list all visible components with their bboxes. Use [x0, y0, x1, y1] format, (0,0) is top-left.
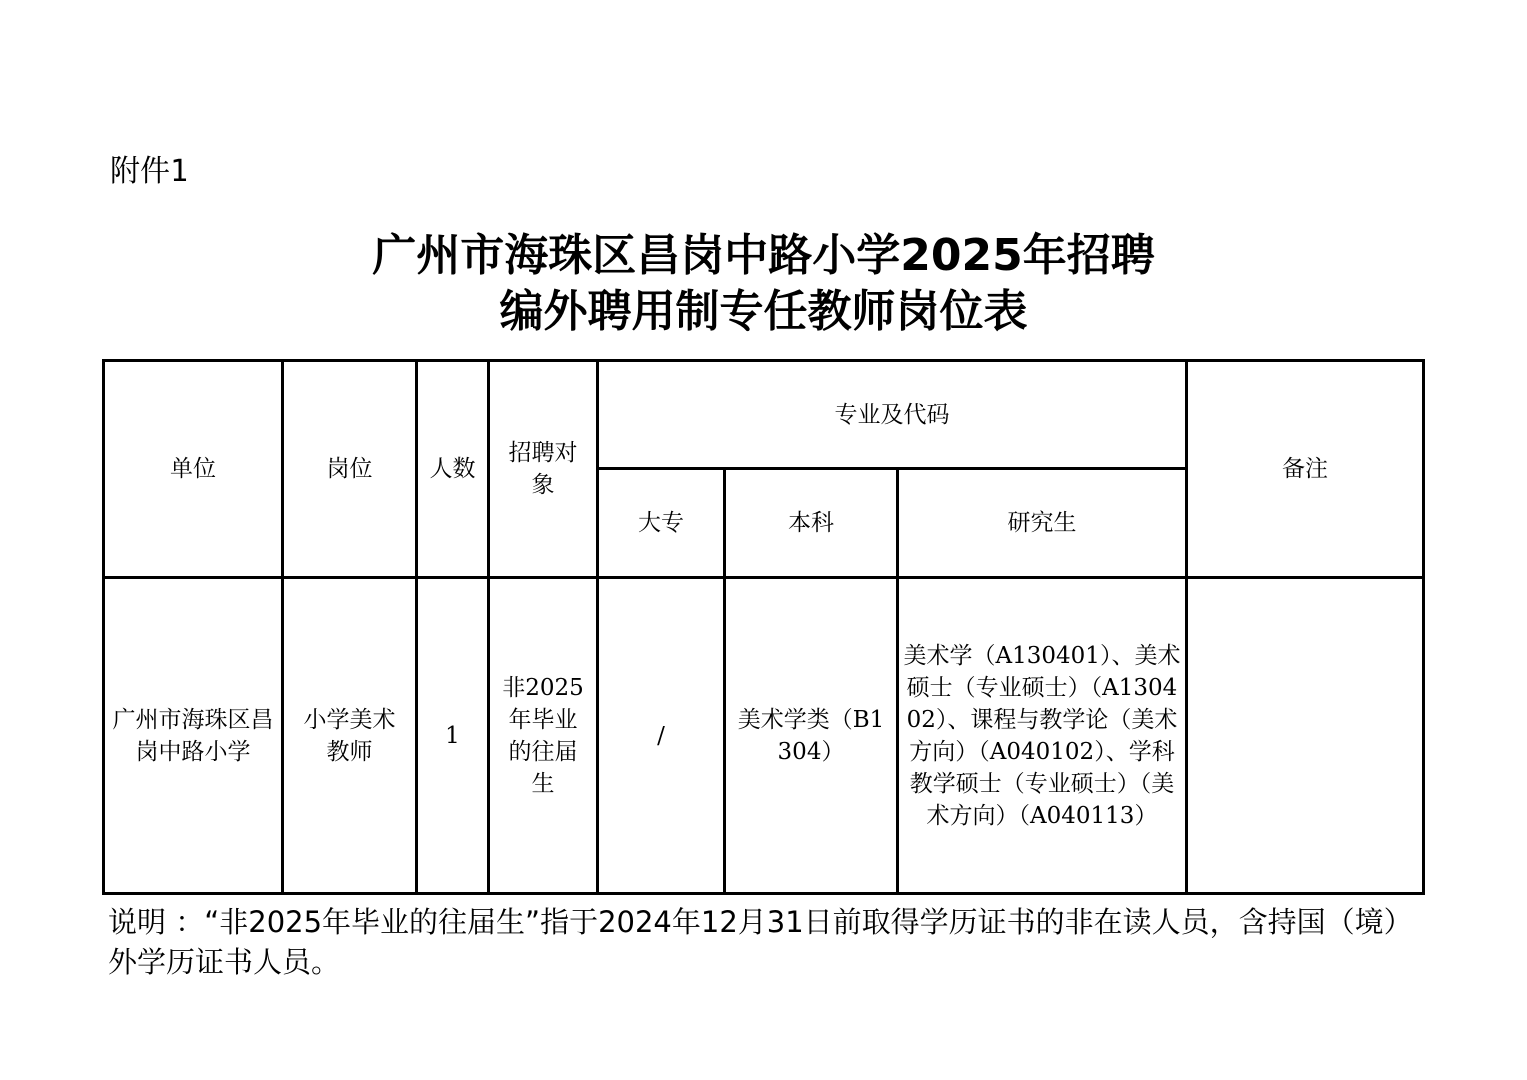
header-position: 岗位 [283, 361, 417, 578]
header-unit: 单位 [104, 361, 283, 578]
header-graduate: 研究生 [898, 469, 1187, 578]
header-remarks: 备注 [1187, 361, 1424, 578]
header-count: 人数 [417, 361, 489, 578]
table-header-row [104, 361, 1424, 469]
attachment-label: 附件1 [110, 154, 189, 189]
cell-position: 小学美术教师 [283, 578, 417, 894]
cell-unit: 广州市海珠区昌岗中路小学 [104, 578, 283, 894]
header-college: 大专 [598, 469, 725, 578]
header-target: 招聘对象 [489, 361, 598, 578]
cell-count: 1 [417, 578, 489, 894]
cell-graduate: 美术学（A130401）、美术硕士（专业硕士）（A130402）、课程与教学论（美术方向）（A040102）、学科教学硕士（专业硕士）（美术方向）（A040113） [898, 578, 1187, 894]
cell-college: / [598, 578, 725, 894]
header-major-code: 专业及代码 [598, 361, 1187, 469]
position-table [102, 359, 1425, 895]
page-title-line-2: 编外聘用制专任教师岗位表 [499, 286, 1028, 337]
table-row [104, 578, 1424, 894]
cell-remarks [1187, 578, 1424, 894]
explanatory-note: 说明 ：“非2025年毕业的往届生”指于2024年12月31日前取得学历证书的非在读人员，含持国（境）外学历证书人员。 [108, 905, 1399, 979]
cell-undergrad: 美术学类（B1304） [725, 578, 898, 894]
cell-target: 非2025年毕业的往届生 [489, 578, 598, 894]
page-title-line-1: 广州市海珠区昌岗中路小学2025年招聘 [372, 230, 1155, 281]
header-undergrad: 本科 [725, 469, 898, 578]
